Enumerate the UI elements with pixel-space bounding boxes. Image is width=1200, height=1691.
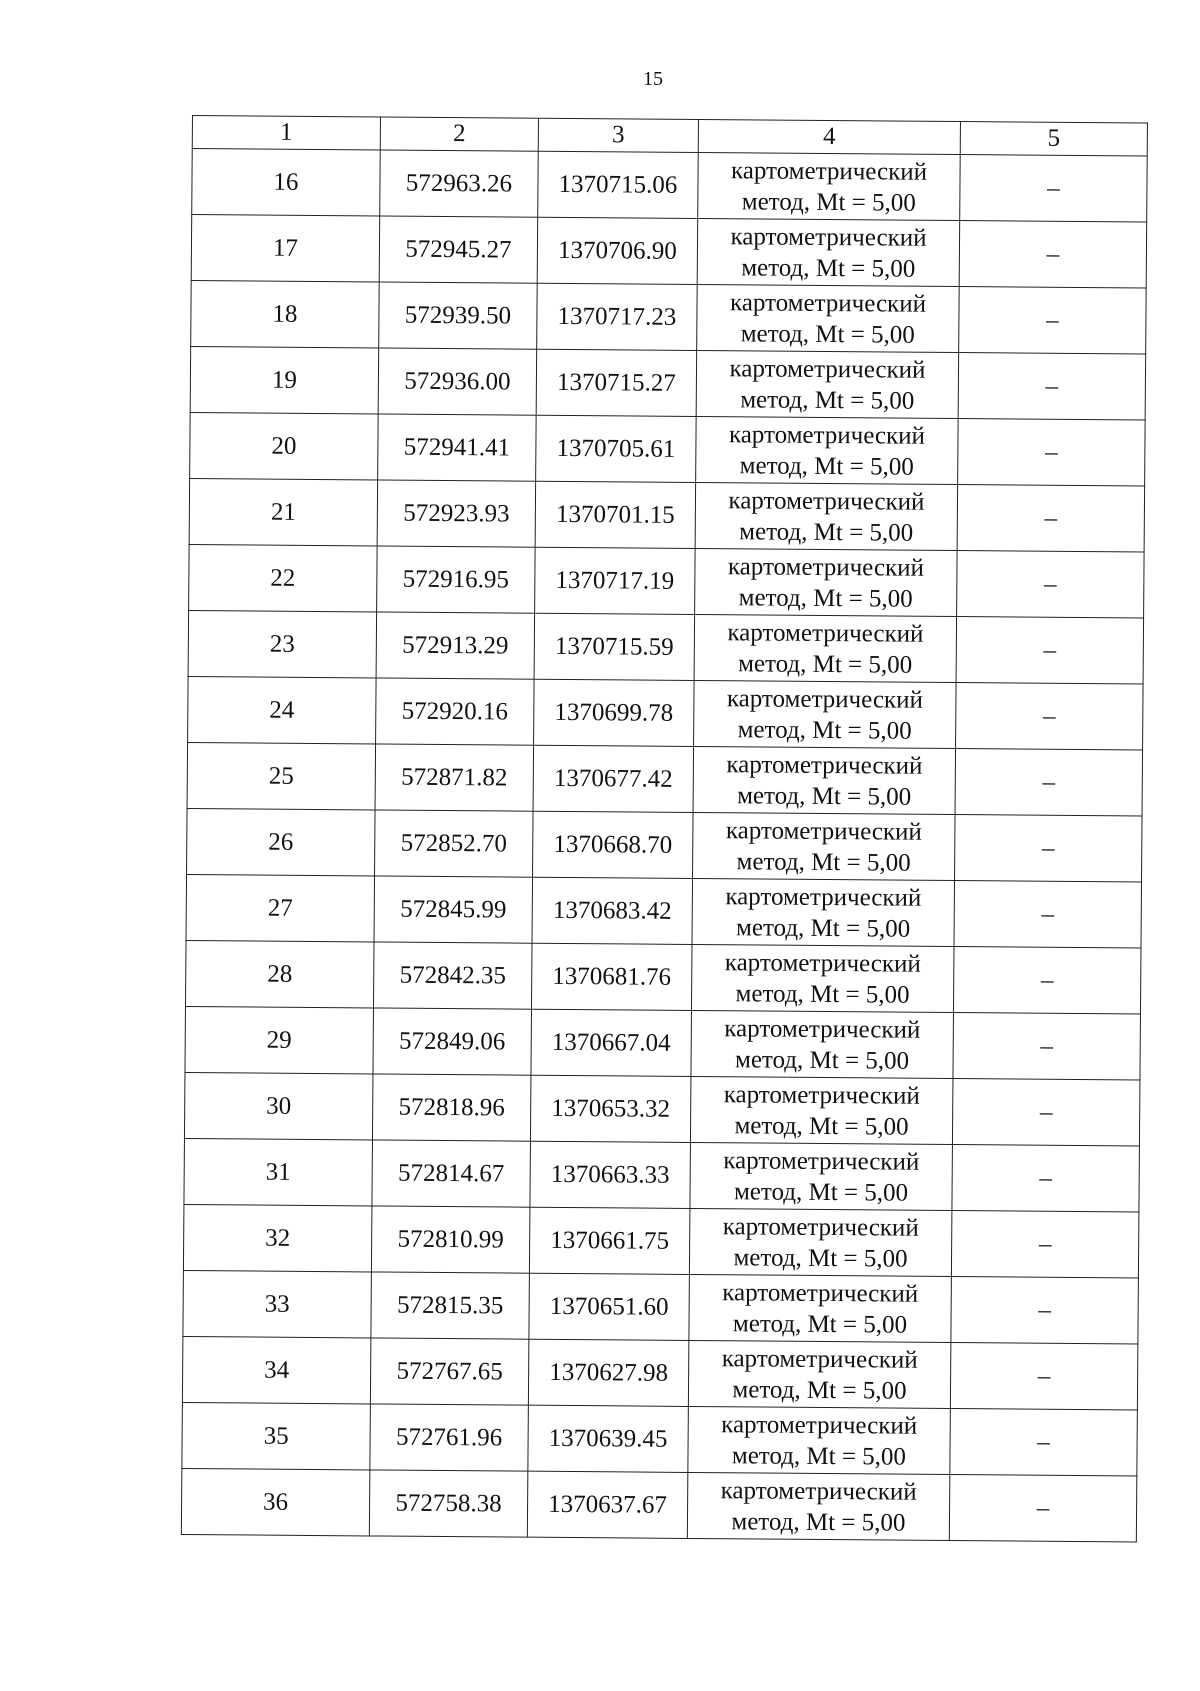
point-number-cell: 24: [188, 676, 377, 743]
header-col-2: 2: [380, 117, 538, 151]
point-number-cell: 26: [187, 808, 376, 875]
x-coordinate-cell: 572849.06: [373, 1008, 532, 1075]
table-row: [182, 1402, 1137, 1475]
point-number-cell: 31: [184, 1138, 373, 1205]
y-coordinate-cell: 1370677.42: [533, 745, 694, 812]
method-line-1: картометрический: [721, 1410, 918, 1440]
point-number-cell: 29: [185, 1006, 374, 1073]
point-number-cell: 18: [191, 280, 380, 347]
x-coordinate-cell: 572758.38: [369, 1470, 528, 1537]
method-line-1: картометрический: [725, 882, 922, 912]
point-number-cell: 19: [190, 346, 379, 413]
note-cell: –: [949, 1474, 1137, 1541]
method-line-1: картометрический: [729, 288, 927, 318]
y-coordinate-cell: 1370639.45: [528, 1405, 689, 1472]
y-coordinate-cell: 1370699.78: [534, 679, 695, 746]
method-line-2: метод, Mt = 5,00: [731, 1507, 906, 1537]
method-cell: [697, 218, 960, 286]
table-row: [190, 412, 1145, 485]
method-cell: [695, 482, 958, 550]
y-coordinate-cell: 1370706.90: [537, 217, 698, 284]
x-coordinate-cell: 572916.95: [377, 546, 536, 613]
x-coordinate-cell: 572818.96: [372, 1074, 531, 1141]
method-cell: [688, 1406, 951, 1474]
table-row: [186, 874, 1141, 947]
method-line-2: метод, Mt = 5,00: [733, 1177, 909, 1207]
method-line-1: картометрический: [721, 1344, 918, 1374]
x-coordinate-cell: 572845.99: [374, 876, 533, 943]
method-line-1: картометрический: [728, 420, 926, 450]
method-line-1: картометрический: [727, 618, 924, 648]
x-coordinate-cell: 572842.35: [373, 942, 532, 1009]
table-row: [183, 1270, 1138, 1343]
note-cell: –: [950, 1342, 1138, 1409]
y-coordinate-cell: 1370717.23: [537, 283, 698, 350]
point-number-cell: 17: [191, 215, 380, 282]
y-coordinate-cell: 1370661.75: [529, 1207, 690, 1274]
method-line-2: метод, Mt = 5,00: [740, 319, 915, 349]
x-coordinate-cell: 572815.35: [371, 1272, 530, 1339]
note-cell: –: [956, 617, 1144, 684]
method-line-2: метод, Mt = 5,00: [734, 1045, 910, 1075]
method-line-2: метод, Mt = 5,00: [738, 649, 913, 679]
method-cell: [690, 1142, 953, 1210]
y-coordinate-cell: 1370637.67: [527, 1471, 688, 1538]
header-col-3: 3: [538, 118, 698, 152]
table-row: [189, 544, 1144, 617]
note-cell: –: [957, 485, 1145, 552]
x-coordinate-cell: 572945.27: [379, 216, 538, 283]
note-cell: –: [951, 1211, 1139, 1278]
y-coordinate-cell: 1370683.42: [532, 877, 693, 944]
method-cell: [694, 614, 957, 682]
method-line-1: картометрический: [725, 816, 922, 846]
x-coordinate-cell: 572936.00: [378, 348, 537, 415]
method-cell: [693, 812, 956, 880]
point-number-cell: 30: [184, 1072, 373, 1139]
method-cell: [690, 1076, 953, 1144]
y-coordinate-cell: 1370701.15: [535, 481, 696, 548]
y-coordinate-cell: 1370663.33: [530, 1141, 691, 1208]
method-line-1: картометрический: [730, 156, 928, 186]
method-cell: [691, 944, 954, 1012]
note-cell: –: [953, 1013, 1141, 1080]
x-coordinate-cell: 572941.41: [378, 414, 537, 481]
note-cell: –: [956, 683, 1144, 750]
method-cell: [687, 1472, 950, 1540]
method-line-2: метод, Mt = 5,00: [735, 979, 910, 1009]
note-cell: –: [955, 749, 1143, 816]
table-row: [192, 149, 1147, 222]
header-col-4: 4: [698, 119, 960, 154]
method-cell: [697, 284, 960, 352]
method-line-2: метод, Mt = 5,00: [731, 1441, 907, 1471]
point-number-cell: 33: [183, 1270, 372, 1337]
note-cell: –: [957, 551, 1145, 618]
method-line-2: метод, Mt = 5,00: [739, 451, 914, 481]
method-line-2: метод, Mt = 5,00: [737, 715, 912, 745]
method-cell: [695, 548, 958, 616]
method-line-1: картометрический: [723, 1146, 920, 1176]
method-line-1: картометрический: [724, 1014, 921, 1044]
point-number-cell: 20: [190, 412, 379, 479]
method-line-1: картометрический: [724, 948, 921, 978]
method-cell: [696, 416, 959, 484]
point-number-cell: 36: [181, 1468, 370, 1535]
y-coordinate-cell: 1370681.76: [531, 943, 692, 1010]
table-row: [184, 1138, 1139, 1211]
method-line-1: картометрический: [726, 684, 924, 714]
table-row: [185, 940, 1140, 1013]
point-number-cell: 28: [185, 940, 374, 1007]
method-line-1: картометрический: [720, 1476, 917, 1506]
table-row: [187, 742, 1142, 815]
method-line-1: картометрический: [722, 1212, 919, 1242]
coordinates-table: [181, 115, 1148, 1542]
table-body: [181, 149, 1147, 1542]
y-coordinate-cell: 1370705.61: [536, 415, 697, 482]
note-cell: –: [952, 1145, 1140, 1212]
method-line-2: метод, Mt = 5,00: [734, 1111, 909, 1141]
x-coordinate-cell: 572814.67: [372, 1140, 531, 1207]
x-coordinate-cell: 572871.82: [375, 744, 534, 811]
point-number-cell: 35: [182, 1402, 371, 1469]
y-coordinate-cell: 1370653.32: [530, 1075, 691, 1142]
table-row: [187, 808, 1142, 881]
method-cell: [689, 1208, 952, 1276]
method-line-1: картометрический: [727, 552, 925, 582]
note-cell: –: [960, 155, 1148, 222]
method-line-1: картометрический: [730, 222, 927, 252]
table-row: [181, 1468, 1136, 1541]
point-number-cell: 22: [189, 544, 378, 611]
method-line-2: метод, Mt = 5,00: [733, 1243, 908, 1273]
x-coordinate-cell: 572939.50: [379, 282, 538, 349]
x-coordinate-cell: 572923.93: [377, 480, 536, 547]
table-row: [185, 1006, 1140, 1079]
table-row: [191, 280, 1146, 353]
method-line-2: метод, Mt = 5,00: [741, 187, 916, 217]
y-coordinate-cell: 1370715.59: [534, 613, 695, 680]
y-coordinate-cell: 1370715.06: [538, 151, 699, 218]
note-cell: –: [952, 1079, 1140, 1146]
header-col-5: 5: [960, 122, 1147, 156]
method-cell: [688, 1340, 951, 1408]
note-cell: –: [951, 1277, 1139, 1344]
method-cell: [692, 878, 955, 946]
point-number-cell: 23: [188, 610, 377, 677]
y-coordinate-cell: 1370668.70: [533, 811, 694, 878]
point-number-cell: 25: [187, 742, 376, 809]
x-coordinate-cell: 572852.70: [375, 810, 534, 877]
note-cell: –: [950, 1408, 1138, 1475]
method-cell: [696, 350, 959, 418]
point-number-cell: 34: [182, 1336, 371, 1403]
x-coordinate-cell: 572963.26: [380, 150, 539, 217]
method-line-1: картометрический: [723, 1080, 920, 1110]
point-number-cell: 32: [183, 1204, 372, 1271]
y-coordinate-cell: 1370651.60: [529, 1273, 690, 1340]
table-row: [191, 215, 1146, 288]
y-coordinate-cell: 1370667.04: [531, 1009, 692, 1076]
method-line-2: метод, Mt = 5,00: [732, 1375, 907, 1405]
method-line-1: картометрический: [729, 354, 926, 384]
note-cell: –: [955, 815, 1143, 882]
point-number-cell: 21: [189, 478, 378, 545]
table-row: [190, 346, 1145, 419]
x-coordinate-cell: 572761.96: [370, 1404, 529, 1471]
note-cell: –: [958, 419, 1146, 486]
method-line-2: метод, Mt = 5,00: [738, 583, 913, 613]
method-cell: [693, 746, 956, 814]
method-line-2: метод, Mt = 5,00: [737, 781, 912, 811]
point-number-cell: 27: [186, 874, 375, 941]
header-col-1: 1: [192, 116, 380, 150]
method-line-1: картометрический: [726, 750, 923, 780]
table-row: [189, 478, 1144, 551]
table-row: [188, 676, 1143, 749]
method-line-2: метод, Mt = 5,00: [732, 1309, 908, 1339]
method-line-2: метод, Mt = 5,00: [741, 253, 916, 283]
method-cell: [694, 680, 957, 748]
x-coordinate-cell: 572810.99: [371, 1206, 530, 1273]
method-cell: [691, 1010, 954, 1078]
table-row: [184, 1072, 1139, 1145]
method-line-1: картометрический: [728, 486, 925, 516]
note-cell: –: [953, 947, 1141, 1014]
page-number: 15: [643, 68, 663, 90]
x-coordinate-cell: 572767.65: [370, 1338, 529, 1405]
table-row: [183, 1204, 1138, 1277]
method-cell: [689, 1274, 952, 1342]
note-cell: –: [959, 221, 1147, 288]
method-line-2: метод, Mt = 5,00: [735, 913, 911, 943]
note-cell: –: [958, 353, 1146, 420]
point-number-cell: 16: [192, 149, 381, 216]
y-coordinate-cell: 1370717.19: [535, 547, 696, 614]
note-cell: –: [959, 287, 1147, 354]
method-cell: [698, 152, 961, 220]
note-cell: –: [954, 881, 1142, 948]
x-coordinate-cell: 572913.29: [376, 612, 535, 679]
table-row: [188, 610, 1143, 683]
method-line-2: метод, Mt = 5,00: [740, 385, 915, 415]
method-line-2: метод, Mt = 5,00: [736, 847, 911, 877]
y-coordinate-cell: 1370627.98: [528, 1339, 689, 1406]
method-line-1: картометрический: [722, 1278, 919, 1308]
method-line-2: метод, Mt = 5,00: [739, 517, 914, 547]
y-coordinate-cell: 1370715.27: [536, 349, 697, 416]
table-row: [182, 1336, 1137, 1409]
x-coordinate-cell: 572920.16: [376, 678, 535, 745]
